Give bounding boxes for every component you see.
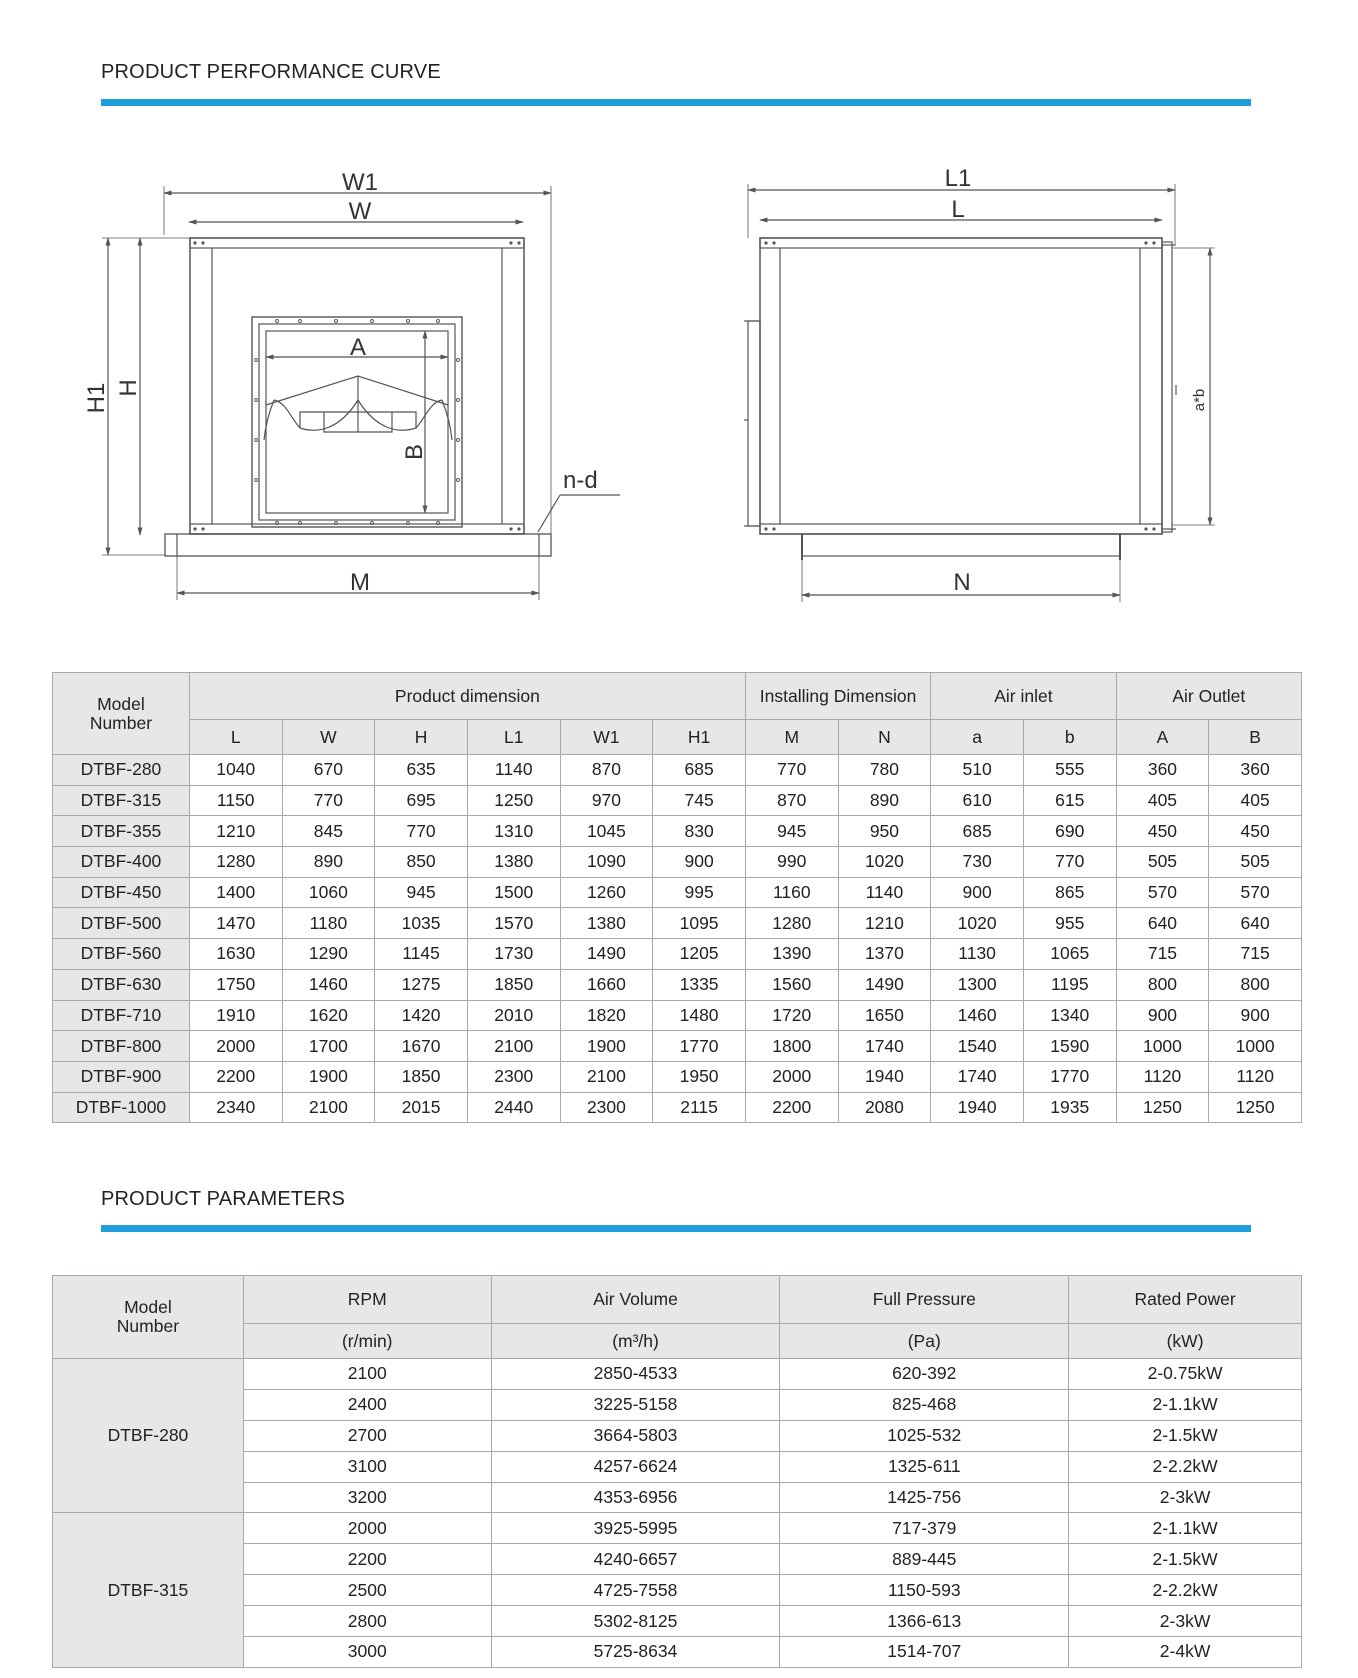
value-cell: 945 <box>375 877 468 908</box>
value-cell: 1370 <box>838 939 931 970</box>
value-cell: 1120 <box>1116 1061 1209 1092</box>
group-product-dimension: Product dimension <box>189 673 745 720</box>
value-cell: 1700 <box>282 1031 375 1062</box>
value-cell: 1900 <box>282 1061 375 1092</box>
value-cell: 2300 <box>467 1061 560 1092</box>
label-h1: H1 <box>83 382 110 414</box>
section-title-parameters: PRODUCT PARAMETERS <box>101 1188 346 1210</box>
table-row <box>53 1513 1302 1544</box>
value-cell: 845 <box>282 816 375 847</box>
value-cell: 2400 <box>243 1389 491 1420</box>
value-cell: 1150-593 <box>780 1575 1069 1606</box>
value-cell: 360 <box>1209 755 1302 786</box>
col-w1: W1 <box>560 720 653 755</box>
value-cell: 3200 <box>243 1482 491 1513</box>
model-cell: DTBF-900 <box>53 1061 190 1092</box>
value-cell: 4257-6624 <box>491 1451 780 1482</box>
value-cell: 1140 <box>838 877 931 908</box>
unit-air-volume: (m³/h) <box>491 1324 780 1359</box>
value-cell: 830 <box>653 816 746 847</box>
value-cell: 2010 <box>467 1000 560 1031</box>
header-rated-power: Rated Power <box>1069 1276 1302 1324</box>
value-cell: 1275 <box>375 969 468 1000</box>
value-cell: 2-2.2kW <box>1069 1575 1302 1606</box>
value-cell: 900 <box>1209 1000 1302 1031</box>
value-cell: 717-379 <box>780 1513 1069 1544</box>
value-cell: 1740 <box>838 1031 931 1062</box>
col-l1: L1 <box>467 720 560 755</box>
unit-rpm: (r/min) <box>243 1324 491 1359</box>
value-cell: 1260 <box>560 877 653 908</box>
param-model-number-header <box>53 1276 244 1359</box>
value-cell: 770 <box>282 785 375 816</box>
model-cell: DTBF-450 <box>53 877 190 908</box>
value-cell: 1850 <box>375 1061 468 1092</box>
dimension-header-row <box>53 673 1302 720</box>
model-number-header <box>53 673 190 755</box>
value-cell: 2-3kW <box>1069 1482 1302 1513</box>
value-cell: 870 <box>745 785 838 816</box>
value-cell: 2080 <box>838 1092 931 1123</box>
value-cell: 360 <box>1116 755 1209 786</box>
table-row <box>53 969 1302 1000</box>
value-cell: 890 <box>838 785 931 816</box>
value-cell: 1025-532 <box>780 1420 1069 1451</box>
table-row <box>53 1061 1302 1092</box>
unit-full-pressure: (Pa) <box>780 1324 1069 1359</box>
model-cell: DTBF-560 <box>53 939 190 970</box>
parameter-header-row <box>53 1276 1302 1324</box>
value-cell: 1935 <box>1023 1092 1116 1123</box>
value-cell: 780 <box>838 755 931 786</box>
value-cell: 970 <box>560 785 653 816</box>
value-cell: 1095 <box>653 908 746 939</box>
value-cell: 3664-5803 <box>491 1420 780 1451</box>
value-cell: 730 <box>931 847 1024 878</box>
value-cell: 1800 <box>745 1031 838 1062</box>
value-cell: 695 <box>375 785 468 816</box>
value-cell: 615 <box>1023 785 1116 816</box>
value-cell: 1120 <box>1209 1061 1302 1092</box>
value-cell: 1480 <box>653 1000 746 1031</box>
value-cell: 1400 <box>189 877 282 908</box>
value-cell: 995 <box>653 877 746 908</box>
value-cell: 745 <box>653 785 746 816</box>
value-cell: 800 <box>1116 969 1209 1000</box>
value-cell: 900 <box>1116 1000 1209 1031</box>
value-cell: 2115 <box>653 1092 746 1123</box>
header-air-volume: Air Volume <box>491 1276 780 1324</box>
value-cell: 1500 <box>467 877 560 908</box>
value-cell: 1425-756 <box>780 1482 1069 1513</box>
value-cell: 1060 <box>282 877 375 908</box>
value-cell: 1850 <box>467 969 560 1000</box>
table-row <box>53 816 1302 847</box>
value-cell: 900 <box>653 847 746 878</box>
value-cell: 1250 <box>467 785 560 816</box>
value-cell: 2-0.75kW <box>1069 1359 1302 1390</box>
value-cell: 3100 <box>243 1451 491 1482</box>
value-cell: 2700 <box>243 1420 491 1451</box>
value-cell: 685 <box>653 755 746 786</box>
value-cell: 1205 <box>653 939 746 970</box>
value-cell: 5302-8125 <box>491 1606 780 1637</box>
value-cell: 2-4kW <box>1069 1637 1302 1668</box>
value-cell: 640 <box>1116 908 1209 939</box>
fan-dimension-drawing <box>0 150 1358 620</box>
value-cell: 2340 <box>189 1092 282 1123</box>
value-cell: 1720 <box>745 1000 838 1031</box>
value-cell: 1590 <box>1023 1031 1116 1062</box>
model-cell: DTBF-280 <box>53 1359 244 1513</box>
value-cell: 505 <box>1116 847 1209 878</box>
label-l1: L1 <box>944 165 972 192</box>
label-b: B <box>401 443 428 461</box>
col-a-inlet: a <box>931 720 1024 755</box>
value-cell: 1290 <box>282 939 375 970</box>
front-view <box>83 169 620 600</box>
value-cell: 2800 <box>243 1606 491 1637</box>
value-cell: 955 <box>1023 908 1116 939</box>
col-w: W <box>282 720 375 755</box>
value-cell: 1900 <box>560 1031 653 1062</box>
value-cell: 2200 <box>243 1544 491 1575</box>
value-cell: 1300 <box>931 969 1024 1000</box>
group-installing-dimension: Installing Dimension <box>745 673 930 720</box>
unit-rated-power: (kW) <box>1069 1324 1302 1359</box>
value-cell: 1470 <box>189 908 282 939</box>
col-a-outlet: A <box>1116 720 1209 755</box>
value-cell: 1910 <box>189 1000 282 1031</box>
value-cell: 1040 <box>189 755 282 786</box>
table-row <box>53 1359 1302 1390</box>
value-cell: 1280 <box>189 847 282 878</box>
value-cell: 1950 <box>653 1061 746 1092</box>
value-cell: 850 <box>375 847 468 878</box>
value-cell: 3225-5158 <box>491 1389 780 1420</box>
value-cell: 1420 <box>375 1000 468 1031</box>
col-b-inlet: b <box>1023 720 1116 755</box>
value-cell: 1460 <box>931 1000 1024 1031</box>
value-cell: 1770 <box>1023 1061 1116 1092</box>
value-cell: 610 <box>931 785 1024 816</box>
value-cell: 1065 <box>1023 939 1116 970</box>
table-row <box>53 939 1302 970</box>
value-cell: 2500 <box>243 1575 491 1606</box>
value-cell: 890 <box>282 847 375 878</box>
value-cell: 1740 <box>931 1061 1024 1092</box>
section-rule <box>101 1225 1251 1232</box>
value-cell: 1000 <box>1209 1031 1302 1062</box>
table-row <box>53 785 1302 816</box>
value-cell: 1210 <box>189 816 282 847</box>
value-cell: 1130 <box>931 939 1024 970</box>
value-cell: 1570 <box>467 908 560 939</box>
value-cell: 1540 <box>931 1031 1024 1062</box>
table-row <box>53 908 1302 939</box>
dimension-table <box>52 672 1302 1123</box>
value-cell: 1020 <box>838 847 931 878</box>
value-cell: 690 <box>1023 816 1116 847</box>
label-n: N <box>953 569 971 596</box>
model-cell: DTBF-500 <box>53 908 190 939</box>
group-air-outlet: Air Outlet <box>1116 673 1301 720</box>
model-cell: DTBF-800 <box>53 1031 190 1062</box>
value-cell: 1660 <box>560 969 653 1000</box>
value-cell: 1250 <box>1209 1092 1302 1123</box>
model-header-line1: Model <box>97 693 145 714</box>
value-cell: 405 <box>1209 785 1302 816</box>
model-cell: DTBF-315 <box>53 1513 244 1667</box>
value-cell: 1460 <box>282 969 375 1000</box>
value-cell: 2100 <box>282 1092 375 1123</box>
value-cell: 620-392 <box>780 1359 1069 1390</box>
value-cell: 450 <box>1116 816 1209 847</box>
value-cell: 870 <box>560 755 653 786</box>
col-b-outlet: B <box>1209 720 1302 755</box>
label-nd: n-d <box>563 467 598 494</box>
value-cell: 1310 <box>467 816 560 847</box>
section-title-performance: PRODUCT PERFORMANCE CURVE <box>101 61 441 83</box>
value-cell: 2015 <box>375 1092 468 1123</box>
value-cell: 865 <box>1023 877 1116 908</box>
value-cell: 3925-5995 <box>491 1513 780 1544</box>
value-cell: 4240-6657 <box>491 1544 780 1575</box>
col-l: L <box>189 720 282 755</box>
value-cell: 4353-6956 <box>491 1482 780 1513</box>
value-cell: 2000 <box>189 1031 282 1062</box>
table-row <box>53 847 1302 878</box>
value-cell: 450 <box>1209 816 1302 847</box>
section-rule <box>101 99 1251 106</box>
label-ab: a*b <box>1191 388 1208 412</box>
table-row <box>53 1092 1302 1123</box>
value-cell: 2200 <box>745 1092 838 1123</box>
header-full-pressure: Full Pressure <box>780 1276 1069 1324</box>
model-cell: DTBF-355 <box>53 816 190 847</box>
header-rpm: RPM <box>243 1276 491 1324</box>
value-cell: 1560 <box>745 969 838 1000</box>
group-air-inlet: Air inlet <box>931 673 1116 720</box>
model-cell: DTBF-710 <box>53 1000 190 1031</box>
value-cell: 1150 <box>189 785 282 816</box>
model-cell: DTBF-400 <box>53 847 190 878</box>
value-cell: 4725-7558 <box>491 1575 780 1606</box>
value-cell: 1940 <box>931 1092 1024 1123</box>
value-cell: 570 <box>1116 877 1209 908</box>
value-cell: 1045 <box>560 816 653 847</box>
value-cell: 1650 <box>838 1000 931 1031</box>
value-cell: 555 <box>1023 755 1116 786</box>
label-w1: W1 <box>342 169 378 196</box>
value-cell: 1620 <box>282 1000 375 1031</box>
value-cell: 2000 <box>243 1513 491 1544</box>
table-row <box>53 1000 1302 1031</box>
value-cell: 1020 <box>931 908 1024 939</box>
value-cell: 1380 <box>467 847 560 878</box>
value-cell: 1730 <box>467 939 560 970</box>
value-cell: 2-1.1kW <box>1069 1513 1302 1544</box>
value-cell: 1145 <box>375 939 468 970</box>
value-cell: 2100 <box>467 1031 560 1062</box>
table-row <box>53 755 1302 786</box>
value-cell: 1490 <box>838 969 931 1000</box>
value-cell: 889-445 <box>780 1544 1069 1575</box>
model-cell: DTBF-280 <box>53 755 190 786</box>
value-cell: 635 <box>375 755 468 786</box>
value-cell: 1750 <box>189 969 282 1000</box>
value-cell: 715 <box>1116 939 1209 970</box>
model-header-line2: Number <box>89 712 153 733</box>
value-cell: 3000 <box>243 1637 491 1668</box>
value-cell: 770 <box>745 755 838 786</box>
value-cell: 1195 <box>1023 969 1116 1000</box>
value-cell: 1670 <box>375 1031 468 1062</box>
col-h: H <box>375 720 468 755</box>
value-cell: 2-1.1kW <box>1069 1389 1302 1420</box>
value-cell: 990 <box>745 847 838 878</box>
value-cell: 510 <box>931 755 1024 786</box>
param-model-header-line2: Number <box>116 1316 180 1336</box>
label-l: L <box>951 196 965 223</box>
value-cell: 1366-613 <box>780 1606 1069 1637</box>
model-cell: DTBF-315 <box>53 785 190 816</box>
value-cell: 1140 <box>467 755 560 786</box>
value-cell: 1000 <box>1116 1031 1209 1062</box>
side-view <box>744 165 1215 602</box>
model-cell: DTBF-630 <box>53 969 190 1000</box>
value-cell: 685 <box>931 816 1024 847</box>
value-cell: 2-2.2kW <box>1069 1451 1302 1482</box>
value-cell: 670 <box>282 755 375 786</box>
value-cell: 1380 <box>560 908 653 939</box>
label-w: W <box>348 198 372 225</box>
value-cell: 1280 <box>745 908 838 939</box>
value-cell: 1490 <box>560 939 653 970</box>
value-cell: 1160 <box>745 877 838 908</box>
value-cell: 2-1.5kW <box>1069 1544 1302 1575</box>
value-cell: 2850-4533 <box>491 1359 780 1390</box>
value-cell: 2440 <box>467 1092 560 1123</box>
value-cell: 1180 <box>282 908 375 939</box>
value-cell: 2-1.5kW <box>1069 1420 1302 1451</box>
value-cell: 2100 <box>560 1061 653 1092</box>
col-h1: H1 <box>653 720 746 755</box>
value-cell: 1340 <box>1023 1000 1116 1031</box>
value-cell: 2-3kW <box>1069 1606 1302 1637</box>
label-h: H <box>115 379 142 397</box>
value-cell: 1210 <box>838 908 931 939</box>
value-cell: 900 <box>931 877 1024 908</box>
value-cell: 640 <box>1209 908 1302 939</box>
value-cell: 405 <box>1116 785 1209 816</box>
model-cell: DTBF-1000 <box>53 1092 190 1123</box>
value-cell: 800 <box>1209 969 1302 1000</box>
value-cell: 570 <box>1209 877 1302 908</box>
param-model-header-line1: Model <box>124 1297 172 1317</box>
value-cell: 945 <box>745 816 838 847</box>
value-cell: 1325-611 <box>780 1451 1069 1482</box>
col-m: M <box>745 720 838 755</box>
table-row <box>53 877 1302 908</box>
value-cell: 1390 <box>745 939 838 970</box>
label-a: A <box>349 334 367 361</box>
value-cell: 2000 <box>745 1061 838 1092</box>
label-m: M <box>350 569 370 596</box>
value-cell: 770 <box>375 816 468 847</box>
value-cell: 1630 <box>189 939 282 970</box>
value-cell: 1514-707 <box>780 1637 1069 1668</box>
value-cell: 950 <box>838 816 931 847</box>
value-cell: 2100 <box>243 1359 491 1390</box>
value-cell: 1250 <box>1116 1092 1209 1123</box>
dimension-column-row <box>53 720 1302 755</box>
value-cell: 770 <box>1023 847 1116 878</box>
value-cell: 715 <box>1209 939 1302 970</box>
value-cell: 1090 <box>560 847 653 878</box>
value-cell: 2300 <box>560 1092 653 1123</box>
value-cell: 505 <box>1209 847 1302 878</box>
value-cell: 1770 <box>653 1031 746 1062</box>
value-cell: 5725-8634 <box>491 1637 780 1668</box>
value-cell: 1035 <box>375 908 468 939</box>
value-cell: 1820 <box>560 1000 653 1031</box>
col-n: N <box>838 720 931 755</box>
value-cell: 825-468 <box>780 1389 1069 1420</box>
parameter-table <box>52 1275 1302 1668</box>
value-cell: 1335 <box>653 969 746 1000</box>
value-cell: 2200 <box>189 1061 282 1092</box>
value-cell: 1940 <box>838 1061 931 1092</box>
table-row <box>53 1031 1302 1062</box>
